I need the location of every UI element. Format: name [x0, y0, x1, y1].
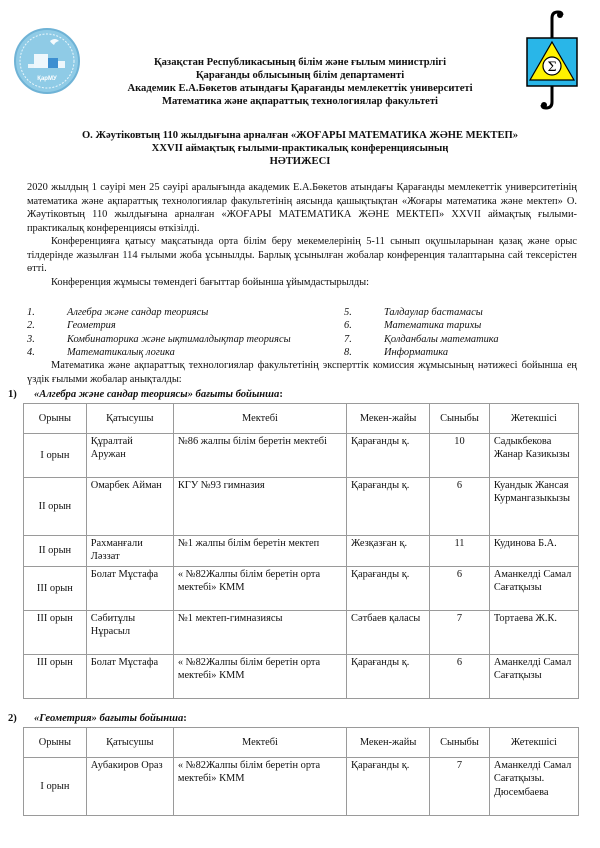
table-row — [24, 655, 579, 699]
svg-text:Σ: Σ — [547, 60, 557, 75]
grade-cell: 6 — [430, 655, 490, 699]
participant-cell: Сәбитұлы Нұрасыл — [86, 611, 173, 655]
directions-intro-text: Конференция жұмысы төмендегі бағыттар бойынша ұйымдастырылды: — [51, 277, 370, 288]
title-line-2: XXVII аймақтық ғылыми-практикалық конференциясының — [151, 143, 449, 155]
grade-cell: 7 — [430, 611, 490, 655]
place-cell: III орын — [24, 611, 87, 655]
col-header-school: Мектебі — [173, 728, 346, 758]
col-header-supervisor: Жетекшісі — [489, 728, 578, 758]
col-header-address: Мекен-жайы — [347, 728, 430, 758]
school-cell: « №82Жалпы білім беретін орта мектебі» КММ — [173, 655, 346, 699]
results-intro-text: Математика және ақпараттық технологиялар факультетінің эксперттік комиссия жұмысының нәтижесі бойынша ең үздік ғылыми жобалар анықталды: — [27, 360, 577, 385]
department-line: Қарағанды облысының білім департаменті — [195, 70, 405, 81]
supervisor-cell: Аманкелді Самал Сағатқызы — [489, 567, 578, 611]
section-number: 1) — [8, 389, 17, 400]
table-header-row — [24, 728, 579, 758]
intro-paragraph: 2020 жылдың 1 сәуірі мен 25 сәуірі аралығында академик Е.А.Бөкетов атындағы Қарағанды мемлекеттік университетінің математика және ақпараттық технологиялар факультетінің аясында қашықтықтан «Жоғары математика және мектеп» О. Жәутіковтың 110 жылдығына арналған «ЖОҒАРЫ МАТЕМАТИКА ЖӘНЕ МЕКТЕП» XXVII аймақтық ғылыми-практикалық конференциясы өткізілді. — [27, 182, 577, 234]
grade-cell: 7 — [430, 758, 490, 816]
col-header-participant: Қатысушы — [86, 404, 173, 434]
col-header-place: Орыны — [24, 404, 87, 434]
ministry-line: Қазақстан Республикасының білім және ғылым министрлігі — [153, 57, 447, 68]
supervisor-cell: Кудинова Б.А. — [489, 536, 578, 567]
place-cell: II орын — [24, 478, 87, 536]
col-header-grade: Сыныбы — [430, 728, 490, 758]
place-cell: III орын — [24, 567, 87, 611]
school-cell: « №82Жалпы білім беретін орта мектебі» КММ — [173, 567, 346, 611]
school-cell: КГУ №93 гимназия — [173, 478, 346, 536]
place-cell: I орын — [24, 434, 87, 478]
address-cell: Жезқазған қ. — [347, 536, 430, 567]
submissions-text: Конференцияға қатысу мақсатында орта білім беру мекемелерінің 5-11 сынып оқушыларынан қазақ және орыс тілдерінде жазылған 114 ғылыми жоба ұсынылды. Барлық ұсынылған жобалар конференция талаптарына сай тексерістен өтті. — [27, 236, 577, 275]
title-line-1: О. Жәутіковтың 110 жылдығына арналған «ЖОҒАРЫ МАТЕМАТИКА ЖӘНЕ МЕКТЕП» — [81, 130, 519, 141]
integral-sigma-emblem-icon — [522, 10, 582, 110]
results-table-algebra — [23, 403, 579, 699]
table-row — [24, 611, 579, 655]
directions-intro — [27, 276, 577, 290]
table-row — [24, 758, 579, 816]
participant-cell: Болат Мұстафа — [86, 655, 173, 699]
col-header-participant: Қатысушы — [86, 728, 173, 758]
seal-caption: ҚарМУ — [37, 76, 57, 82]
supervisor-cell: Садыкбекова Жанар Казикызы — [489, 434, 578, 478]
table-header-row — [24, 404, 579, 434]
university-line: Академик Е.А.Бөкетов атындағы Қарағанды мемлекеттік университеті — [127, 83, 473, 94]
place-cell: I орын — [24, 758, 87, 816]
section-1-heading: 1) «Алгебра және сандар теориясы» бағыты бойынша: — [8, 389, 283, 400]
title-line-3: НӘТИЖЕСІ — [269, 156, 331, 168]
participant-cell: Рахманғали Ләззат — [86, 536, 173, 567]
section-title: «Геометрия» бағыты бойынша — [34, 713, 184, 724]
table-row — [24, 536, 579, 567]
table-row — [24, 567, 579, 611]
grade-cell: 11 — [430, 536, 490, 567]
supervisor-cell: Аманкелді Самал Сағатқызы. Дюсембаева — [489, 758, 578, 816]
table-row — [24, 434, 579, 478]
school-cell: « №82Жалпы білім беретін орта мектебі» КММ — [173, 758, 346, 816]
university-seal-logo — [14, 28, 80, 94]
participant-cell: Омарбек Айман — [86, 478, 173, 536]
faculty-emblem-logo — [522, 10, 582, 110]
col-header-place: Орыны — [24, 728, 87, 758]
supervisor-cell: Аманкелді Самал Сағатқызы — [489, 655, 578, 699]
grade-cell: 6 — [430, 478, 490, 536]
address-cell: Қарағанды қ. — [347, 567, 430, 611]
table-row — [24, 478, 579, 536]
col-header-school: Мектебі — [173, 404, 346, 434]
col-header-grade: Сыныбы — [430, 404, 490, 434]
participant-cell: Болат Мұстафа — [86, 567, 173, 611]
address-cell: Қарағанды қ. — [347, 758, 430, 816]
institution-header — [80, 56, 520, 108]
address-cell: Сәтбаев қаласы — [347, 611, 430, 655]
supervisor-cell: Куандык Жансая Курмангазыкызы — [489, 478, 578, 536]
section-2-heading: 2) «Геометрия» бағыты бойынша: — [8, 713, 187, 724]
address-cell: Қарағанды қ. — [347, 434, 430, 478]
address-cell: Қарағанды қ. — [347, 655, 430, 699]
col-header-supervisor: Жетекшісі — [489, 404, 578, 434]
school-cell: №1 мектеп-гимназиясы — [173, 611, 346, 655]
participant-cell: Аубакиров Ораз — [86, 758, 173, 816]
school-cell: №86 жалпы білім беретін мектебі — [173, 434, 346, 478]
section-number: 2) — [8, 713, 17, 724]
grade-cell: 6 — [430, 567, 490, 611]
faculty-line: Математика және ақпараттық технологиялар факультеті — [162, 96, 438, 107]
address-cell: Қарағанды қ. — [347, 478, 430, 536]
document-title — [20, 129, 580, 169]
supervisor-cell: Тортаева Ж.К. — [489, 611, 578, 655]
place-cell: II орын — [24, 536, 87, 567]
school-cell: №1 жалпы білім беретін мектеп — [173, 536, 346, 567]
participant-cell: Құралтай Аружан — [86, 434, 173, 478]
place-cell: III орын — [24, 655, 87, 699]
grade-cell: 10 — [430, 434, 490, 478]
col-header-address: Мекен-жайы — [347, 404, 430, 434]
results-intro — [27, 359, 577, 386]
submissions-paragraph — [27, 235, 577, 276]
university-seal-icon — [14, 28, 80, 94]
results-table-geometry — [23, 727, 579, 816]
section-title: «Алгебра және сандар теориясы» бағыты бойынша — [34, 389, 280, 400]
